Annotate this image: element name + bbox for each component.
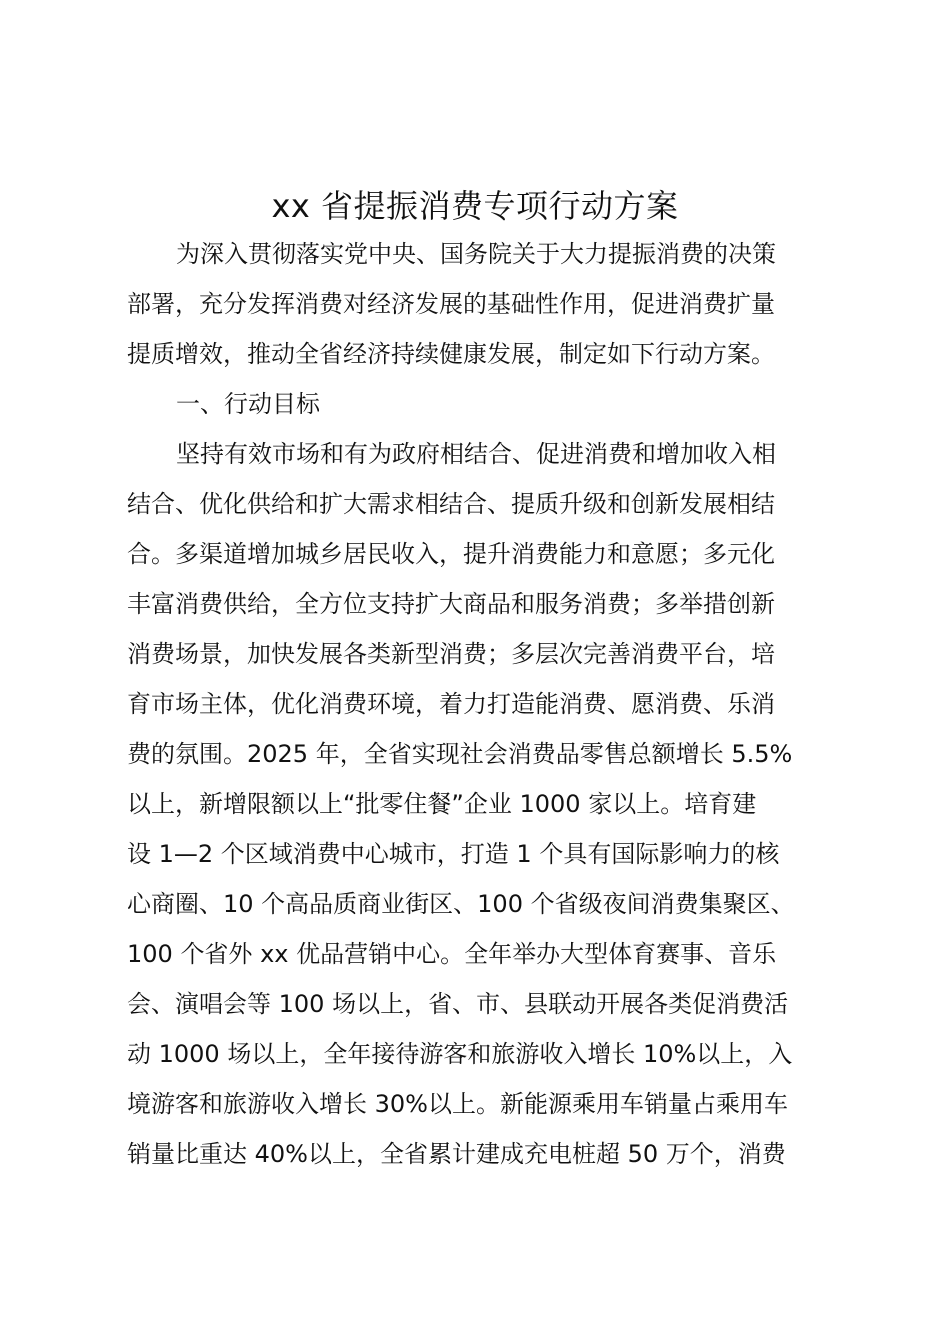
body-line-5: 结合、优化供给和扩大需求相结合、提质升级和创新发展相结 bbox=[127, 490, 775, 518]
body-line-10: 费的氛围。2025 年，全省实现社会消费品零售总额增长 5.5% bbox=[127, 740, 793, 768]
body-line-12: 设 1—2 个区域消费中心城市，打造 1 个具有国际影响力的核 bbox=[127, 840, 780, 868]
body-line-6: 合。多渠道增加城乡居民收入，提升消费能力和意愿；多元化 bbox=[127, 540, 775, 568]
body-line-17: 境游客和旅游收入增长 30%以上。新能源乘用车销量占乘用车 bbox=[127, 1090, 788, 1118]
section-heading-1: 一、行动目标 bbox=[176, 390, 320, 418]
body-line-8: 消费场景，加快发展各类新型消费；多层次完善消费平台，培 bbox=[127, 640, 775, 668]
body-line-14: 100 个省外 xx 优品营销中心。全年举办大型体育赛事、音乐 bbox=[127, 940, 777, 968]
body-line-15: 会、演唱会等 100 场以上，省、市、县联动开展各类促消费活 bbox=[127, 990, 789, 1018]
body-line-3: 提质增效，推动全省经济持续健康发展，制定如下行动方案。 bbox=[127, 340, 775, 368]
body-line-13: 心商圈、10 个高品质商业街区、100 个省级夜间消费集聚区、 bbox=[127, 890, 795, 918]
body-line-2: 部署，充分发挥消费对经济发展的基础性作用，促进消费扩量 bbox=[127, 290, 775, 318]
body-line-18: 销量比重达 40%以上，全省累计建成充电桩超 50 万个，消费 bbox=[127, 1140, 786, 1168]
body-line-9: 育市场主体，优化消费环境，着力打造能消费、愿消费、乐消 bbox=[127, 690, 775, 718]
document-title: xx 省提振消费专项行动方案 bbox=[271, 187, 679, 225]
body-line-1: 为深入贯彻落实党中央、国务院关于大力提振消费的决策 bbox=[176, 240, 776, 268]
body-line-7: 丰富消费供给，全方位支持扩大商品和服务消费；多举措创新 bbox=[127, 590, 775, 618]
body-line-4: 坚持有效市场和有为政府相结合、促进消费和增加收入相 bbox=[176, 440, 776, 468]
body-line-16: 动 1000 场以上，全年接待游客和旅游收入增长 10%以上，入 bbox=[127, 1040, 793, 1068]
body-line-11: 以上，新增限额以上“批零住餐”企业 1000 家以上。培育建 bbox=[127, 790, 757, 818]
